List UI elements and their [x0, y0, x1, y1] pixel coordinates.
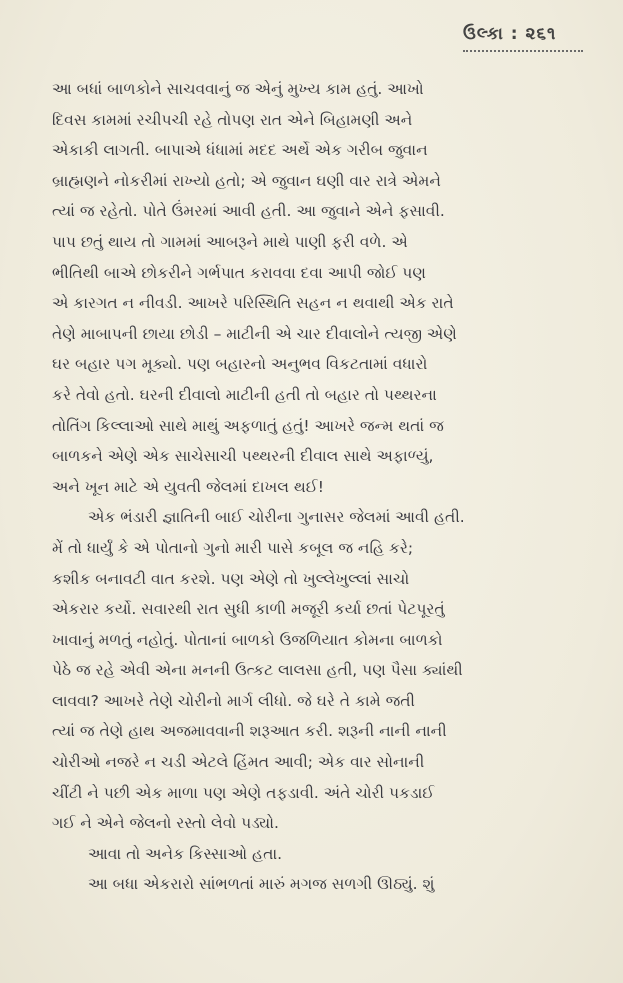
text-line: ચોરીઓ નજરે ન ચડી એટલે હિંમત આવી; એક વાર સોનાની: [52, 753, 425, 772]
text-line: ચીંટી ને પછી એક માળા પણ એણે તફડાવી. અંતે ચોરી પકડાઈ: [52, 783, 435, 802]
text-line: આવા તો અનેક કિસ્સાઓ હતા.: [88, 844, 283, 863]
text-line: કરે તેવો હતો. ઘરની દીવાલો માટીની હતી તો બહાર તો પથ્થરના: [52, 385, 437, 404]
text-line: ત્યાં જ રહેતો. પોતે ઉંમરમાં આવી હતી. આ જુવાને એને ફસાવી.: [52, 202, 445, 221]
paragraph-4: [52, 869, 589, 900]
text-line: બ્રાહ્મણને નોકરીમાં રાખ્યો હતો; એ જુવાન ઘણી વાર રાત્રે એમને: [52, 171, 441, 190]
paragraph-3: [52, 839, 589, 870]
text-line: ભીતિથી બાએ છોકરીને ગર્ભપાત કરાવવા દવા આપી જોઈ પણ: [52, 263, 426, 282]
text-line: એકાકી લાગતી. બાપાએ ધંધામાં મદદ અર્થે એક ગરીબ જુવાન: [52, 141, 428, 160]
text-line: અને ખૂન માટે એ યુવતી જેલમાં દાખલ થઈ!: [52, 477, 324, 496]
text-line: બાળકને એણે એક સાચેસાચી પથ્થરની દીવાલ સાથે અફાળ્યું,: [52, 447, 434, 466]
text-line: એક ભંડારી જ્ઞાતિની બાઈ ચોરીના ગુનાસર જેલમાં આવી હતી.: [88, 508, 465, 527]
text-line: દિવસ કામમાં રચીપચી રહે તોપણ રાત એને બિહામણી અને: [52, 110, 413, 129]
text-line: પાપ છતું થાય તો ગામમાં આબરૂને માથે પાણી ફરી વળે. એ: [52, 232, 408, 251]
text-line: એકરાર કર્યો. સવારથી રાત સુધી કાળી મજૂરી કર્યા છતાં પેટપૂરતું: [52, 600, 445, 619]
text-line: પેઠે જ રહે એવી એના મનની ઉત્કટ લાલસા હતી, પણ પૈસા ક્યાંથી: [52, 661, 463, 680]
text-line: ઘર બહાર પગ મૂક્યો. પણ બહારનો અનુભવ વિકટતામાં વધારો: [52, 355, 428, 374]
text-line: આ બધા એકરારો સાંભળતાં મારું મગજ સળગી ઊઠ્યું. શું: [88, 875, 435, 894]
running-header: [463, 24, 583, 52]
text-line: આ બધાં બાળકોને સાચવવાનું જ એનું મુખ્ય કામ હતું. આખો: [52, 80, 424, 98]
text-line: તોતિંગ કિલ્લાઓ સાથે માથું અફળાતું હતું! આખરે જન્મ થતાં જ: [52, 416, 444, 435]
header-underline: [463, 46, 583, 52]
text-line: ખાવાનું મળતું નહોતું. પોતાનાં બાળકો ઉજળિયાત કોમના બાળકો: [52, 630, 443, 649]
text-line: મેં તો ધાર્યું કે એ પોતાનો ગુનો મારી પાસે કબૂલ જ નહિ કરે;: [52, 538, 414, 557]
paragraph-2: [52, 502, 589, 839]
paragraph-1: [52, 74, 589, 502]
page-body: [52, 74, 589, 900]
text-line: કશીક બનાવટી વાત કરશે. પણ એણે તો ખુલ્લેખુલ્લાં સાચો: [52, 569, 410, 588]
text-line: ગઈ ને એને જેલનો રસ્તો લેવો પડ્યો.: [52, 814, 279, 833]
text-line: ત્યાં જ તેણે હાથ અજમાવવાની શરૂઆત કરી. શરૂની નાની નાની: [52, 722, 447, 741]
text-line: એ કારગત ન નીવડી. આખરે પરિસ્થિતિ સહન ન થવાથી એક રાતે: [52, 294, 454, 313]
text-line: તેણે માબાપની છાયા છોડી – માટીની એ ચાર દીવાલોને ત્યજી એણે: [52, 324, 457, 343]
running-title: ઉલ્કા : ૨૬૧: [463, 24, 557, 44]
text-line: લાવવા? આખરે તેણે ચોરીનો માર્ગ લીધો. જે ઘરે તે કામે જતી: [52, 691, 415, 710]
